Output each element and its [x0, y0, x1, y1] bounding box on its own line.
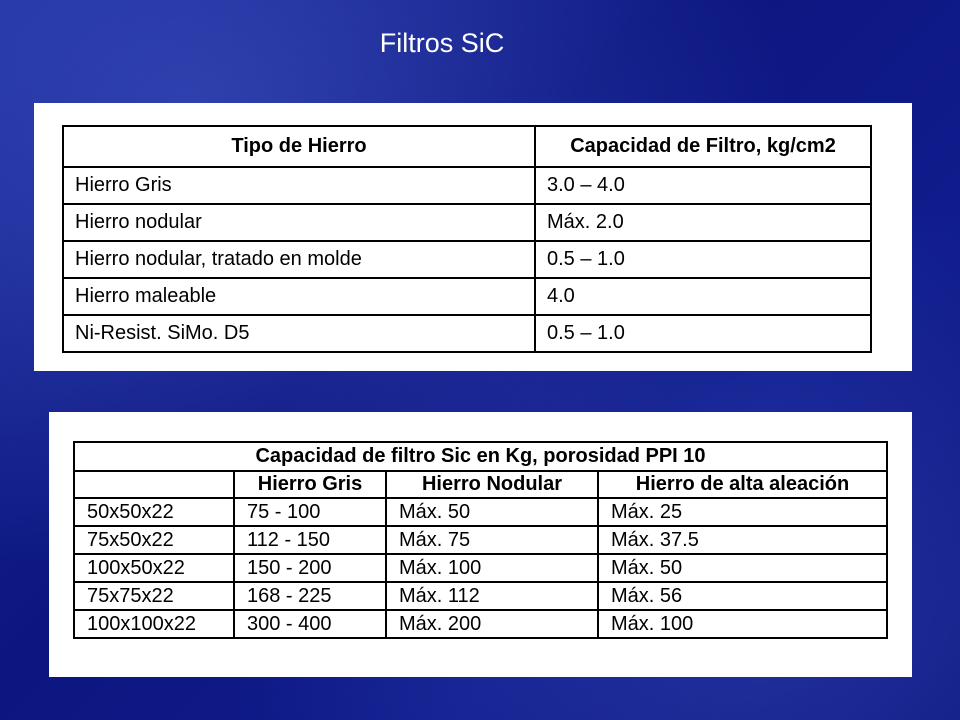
column-header-gray-iron: Hierro Gris	[234, 471, 386, 498]
cell-gray-iron: 112 - 150	[234, 526, 386, 554]
slide-title: Filtros SiC	[379, 28, 505, 58]
table-row	[63, 204, 871, 241]
table-row	[74, 498, 887, 526]
table-row	[74, 554, 887, 582]
table-title-row	[74, 442, 887, 471]
filter-capacity-table	[62, 125, 872, 353]
table-2-panel	[49, 412, 912, 677]
cell-size: 100x50x22	[74, 554, 234, 582]
table-row	[74, 610, 887, 638]
cell-high-alloy-iron: Máx. 100	[598, 610, 887, 638]
column-header-size	[74, 471, 234, 498]
cell-size: 50x50x22	[74, 498, 234, 526]
cell-size: 75x50x22	[74, 526, 234, 554]
cell-capacity: 0.5 – 1.0	[535, 315, 871, 352]
cell-nodular-iron: Máx. 75	[386, 526, 598, 554]
cell-gray-iron: 150 - 200	[234, 554, 386, 582]
cell-size: 100x100x22	[74, 610, 234, 638]
cell-nodular-iron: Máx. 100	[386, 554, 598, 582]
table-row	[63, 315, 871, 352]
cell-high-alloy-iron: Máx. 37.5	[598, 526, 887, 554]
cell-capacity: 4.0	[535, 278, 871, 315]
cell-iron-type: Hierro maleable	[63, 278, 535, 315]
cell-nodular-iron: Máx. 50	[386, 498, 598, 526]
column-header-nodular-iron: Hierro Nodular	[386, 471, 598, 498]
column-header-iron-type: Tipo de Hierro	[63, 126, 535, 167]
cell-high-alloy-iron: Máx. 56	[598, 582, 887, 610]
table-row	[63, 167, 871, 204]
table-1-panel	[34, 103, 912, 371]
cell-gray-iron: 168 - 225	[234, 582, 386, 610]
cell-iron-type: Hierro nodular	[63, 204, 535, 241]
cell-capacity: 3.0 – 4.0	[535, 167, 871, 204]
table-header-row	[63, 126, 871, 167]
cell-high-alloy-iron: Máx. 25	[598, 498, 887, 526]
column-header-capacity: Capacidad de Filtro, kg/cm2	[535, 126, 871, 167]
cell-nodular-iron: Máx. 200	[386, 610, 598, 638]
cell-iron-type: Ni-Resist. SiMo. D5	[63, 315, 535, 352]
table-title: Capacidad de filtro Sic en Kg, porosidad PPI 10	[74, 442, 887, 471]
table-row	[74, 526, 887, 554]
cell-iron-type: Hierro Gris	[63, 167, 535, 204]
cell-iron-type: Hierro nodular, tratado en molde	[63, 241, 535, 278]
cell-nodular-iron: Máx. 112	[386, 582, 598, 610]
table-row	[74, 582, 887, 610]
cell-high-alloy-iron: Máx. 50	[598, 554, 887, 582]
cell-size: 75x75x22	[74, 582, 234, 610]
column-header-high-alloy-iron: Hierro de alta aleación	[598, 471, 887, 498]
table-row	[63, 241, 871, 278]
cell-capacity: Máx. 2.0	[535, 204, 871, 241]
cell-gray-iron: 75 - 100	[234, 498, 386, 526]
table-row	[63, 278, 871, 315]
cell-gray-iron: 300 - 400	[234, 610, 386, 638]
filter-size-capacity-table	[73, 441, 888, 639]
cell-capacity: 0.5 – 1.0	[535, 241, 871, 278]
table-header-row	[74, 471, 887, 498]
